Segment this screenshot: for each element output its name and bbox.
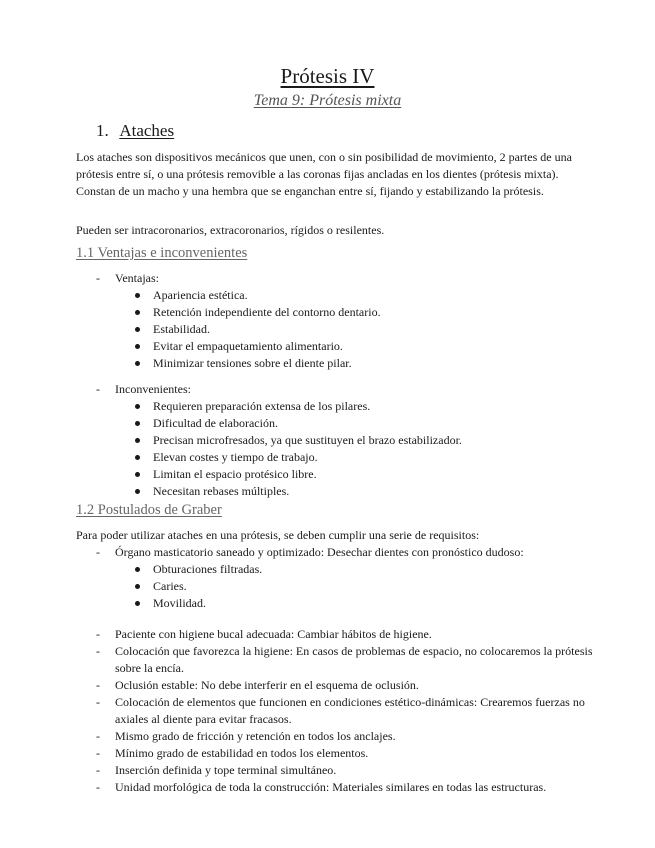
- section-title: Ataches: [119, 121, 175, 140]
- list-item: - Oclusión estable: No debe interferir en el esquema de oclusión.: [96, 678, 419, 692]
- ventajas-inconvenientes-list: [76, 270, 596, 500]
- bullet-icon: [135, 327, 140, 332]
- list-item: Necesitan rebases múltiples.: [115, 483, 596, 500]
- graber-intro: Para poder utilizar ataches en una prótesis, se deben cumplir una serie de requisitos:: [76, 528, 480, 542]
- dash-marker: -: [96, 746, 100, 760]
- list-item-inconvenientes: [76, 381, 596, 500]
- list-item-organo: - Órgano masticatorio saneado y optimizado: Desechar dientes con pronóstico dudoso: Obturaciones filtradas. Caries. Movilidad.: [76, 544, 596, 612]
- subsection-heading-ventajas: 1.1 Ventajas e inconvenientes: [76, 245, 248, 261]
- list-item: - Colocación de elementos que funcionen en condiciones estético-dinámicas: Crearemos fuerzas no axiales al diente para evitar fracasos.: [96, 695, 585, 726]
- bullet-icon: [135, 455, 140, 460]
- dash-marker: -: [96, 780, 100, 794]
- bullet-icon: [135, 361, 140, 366]
- dash-marker: -: [96, 678, 100, 692]
- list-item: Evitar el empaquetamiento alimentario.: [115, 338, 596, 355]
- section-heading-ataches: [96, 121, 174, 141]
- ventajas-list: [115, 287, 596, 372]
- list-item: - Paciente con higiene bucal adecuada: Cambiar hábitos de higiene.: [96, 627, 432, 641]
- list-item-ventajas: [76, 270, 596, 372]
- bullet-icon: [135, 438, 140, 443]
- ventajas-label: Ventajas:: [115, 271, 159, 285]
- list-item: Retención independiente del contorno dentario.: [115, 304, 596, 321]
- list-item: Caries.: [115, 578, 596, 595]
- dash-marker: -: [96, 545, 100, 559]
- bullet-icon: [135, 567, 140, 572]
- bullet-icon: [135, 404, 140, 409]
- list-item: - Inserción definida y tope terminal simultáneo.: [96, 763, 337, 777]
- bullet-icon: [135, 489, 140, 494]
- bullet-icon: [135, 293, 140, 298]
- subsection-heading-graber: 1.2 Postulados de Graber: [76, 502, 222, 518]
- bullet-icon: [135, 421, 140, 426]
- list-item: Apariencia estética.: [115, 287, 596, 304]
- inconvenientes-label: Inconvenientes:: [115, 382, 191, 396]
- list-item: Requieren preparación extensa de los pilares.: [115, 398, 596, 415]
- list-item: Precisan microfresados, ya que sustituyen el brazo estabilizador.: [115, 432, 596, 449]
- bullet-icon: [135, 472, 140, 477]
- dash-marker: -: [96, 382, 100, 396]
- list-item: - Unidad morfológica de toda la construcción: Materiales similares en todas las estructuras.: [96, 780, 547, 794]
- bullet-icon: [135, 584, 140, 589]
- list-item: Movilidad.: [115, 595, 596, 612]
- page-subtitle: Tema 9: Prótesis mixta: [253, 92, 402, 109]
- dash-marker: -: [96, 271, 100, 285]
- bullet-icon: [135, 344, 140, 349]
- list-item: Estabilidad.: [115, 321, 596, 338]
- bullet-icon: [135, 601, 140, 606]
- intro-paragraph: Los ataches son dispositivos mecánicos que unen, con o sin posibilidad de movimiento, 2 partes de una prótesis entre sí, o una prótesis removible a las coronas fijas ancladas en los dientes (prótesis mixta). Constan de un macho y una hembra que se enganchan entre sí, fijando y estabilizando la prótesis.: [76, 150, 572, 198]
- dash-marker: -: [96, 627, 100, 641]
- list-item: Elevan costes y tiempo de trabajo.: [115, 449, 596, 466]
- page-title: Prótesis IV: [280, 64, 375, 88]
- dash-marker: -: [96, 695, 100, 709]
- bullet-icon: [135, 310, 140, 315]
- section-number: 1.: [96, 121, 109, 140]
- graber-list: [76, 544, 596, 796]
- inconvenientes-list: [115, 398, 596, 500]
- list-item: - Mínimo grado de estabilidad en todos los elementos.: [96, 746, 369, 760]
- list-item: - Mismo grado de fricción y retención en todos los anclajes.: [96, 729, 396, 743]
- types-paragraph: Pueden ser intracoronarios, extracoronarios, rígidos o resilentes.: [76, 223, 385, 237]
- graber-sub-list: [115, 561, 596, 612]
- dash-marker: -: [96, 644, 100, 658]
- list-item: - Colocación que favorezca la higiene: En casos de problemas de espacio, no colocaremos la prótesis sobre la encía.: [96, 644, 593, 675]
- list-item: Dificultad de elaboración.: [115, 415, 596, 432]
- list-item: Obturaciones filtradas.: [115, 561, 596, 578]
- list-item: Limitan el espacio protésico libre.: [115, 466, 596, 483]
- dash-marker: -: [96, 729, 100, 743]
- list-item: Minimizar tensiones sobre el diente pilar.: [115, 355, 596, 372]
- dash-marker: -: [96, 763, 100, 777]
